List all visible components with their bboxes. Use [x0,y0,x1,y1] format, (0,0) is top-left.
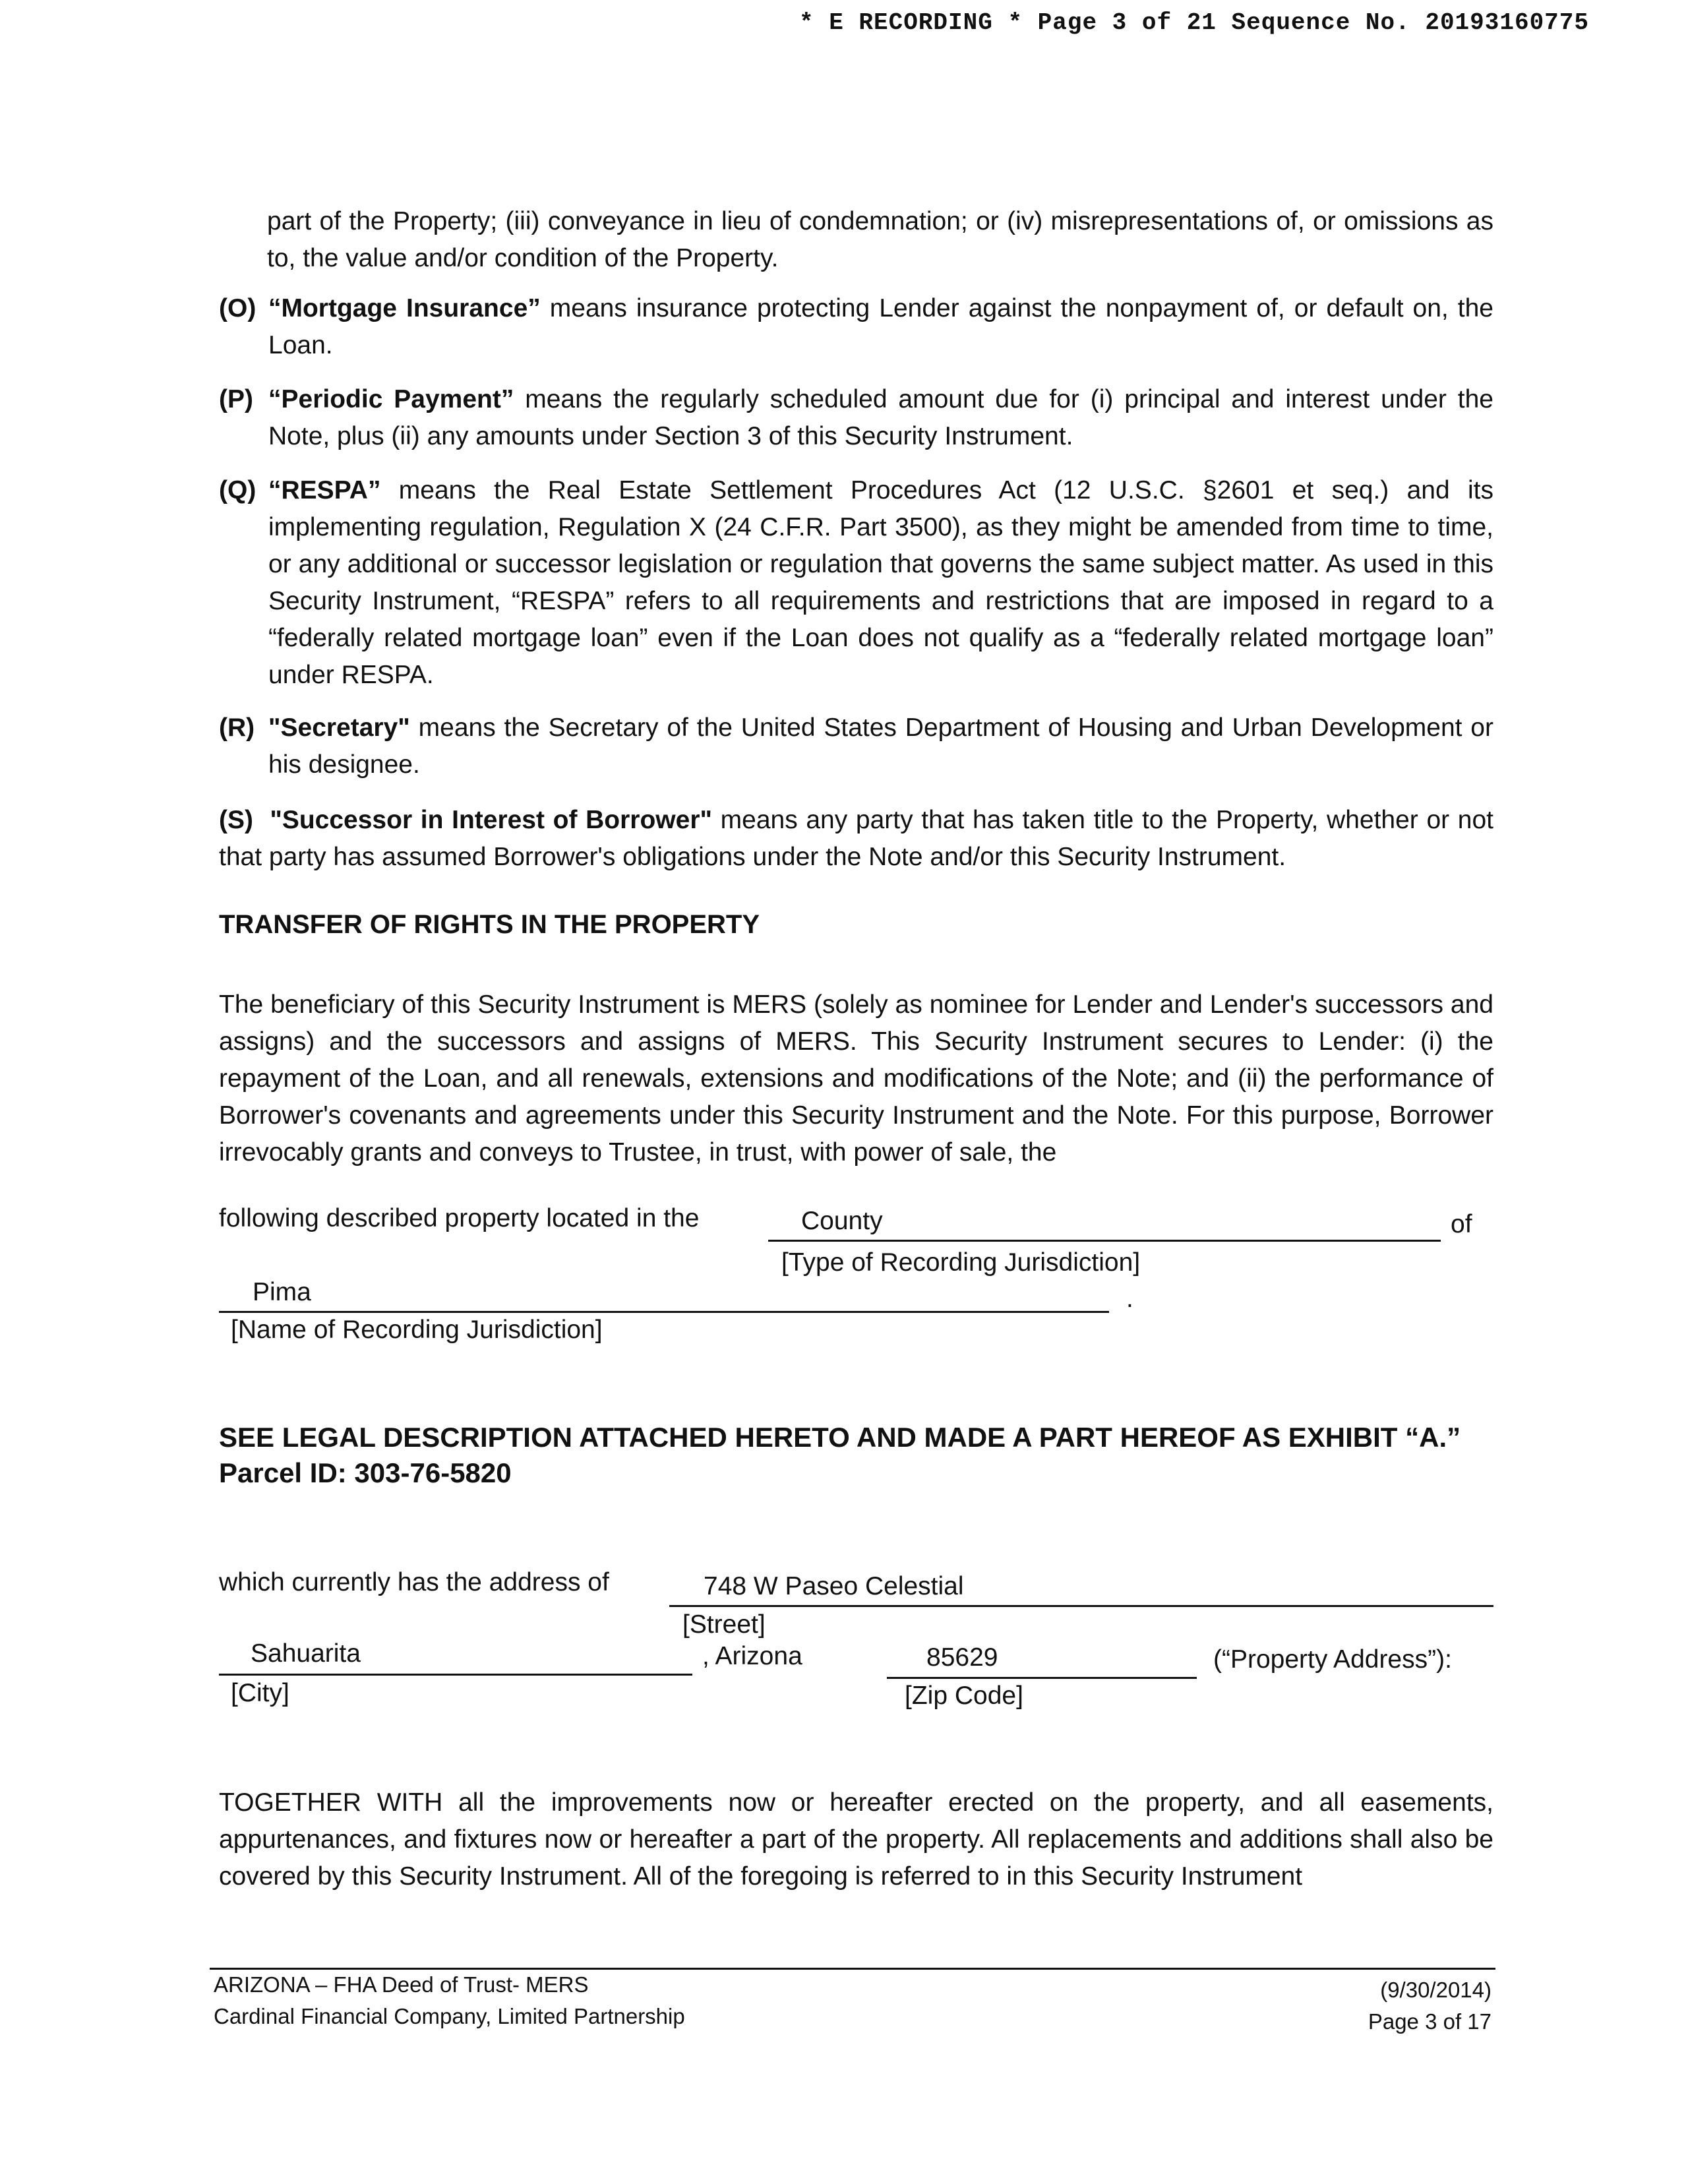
street-value: 748 W Paseo Celestial [704,1572,964,1600]
jurisdiction-type-line [768,1240,1441,1242]
definition-term: “Periodic Payment” [268,385,514,413]
definition-label: (R) [219,713,255,742]
together-paragraph: TOGETHER WITH all the improvements now or hereafter erected on the property, and all easements, appurtenances, and fixtures now or hereafter a part of the property. All replacements and additions shall also be covered by this Security Instrument. All of the foregoing is referred to in this Security Instrument [219,1788,1493,1891]
definition-text: means insurance protecting Lender against the nonpayment of, or default on, the Loan. [268,294,1493,359]
recording-stamp: * E RECORDING * Page 3 of 21 Sequence No. 20193160775 [799,9,1589,36]
zip-caption: [Zip Code] [905,1682,1023,1710]
definition-p [219,381,1493,455]
city-value: Sahuarita [251,1639,361,1668]
parcel-id: Parcel ID: 303-76-5820 [219,1457,512,1488]
definition-term: “Mortgage Insurance” [268,294,541,322]
property-address-suffix: (“Property Address”): [1213,1645,1452,1674]
footer-form-title: ARIZONA – FHA Deed of Trust- MERS [214,1972,589,1997]
street-line [669,1605,1493,1607]
definition-text: means the Real Estate Settlement Procedures Act (12 U.S.C. §2601 et seq.) and its implementing regulation, Regulation X (24 C.F.R. Part 3500), as they might be amended from time to time, or any additional or successor legislation or regulation that governs the same subject matter. As used in this Security Instrument, “RESPA” refers to all requirements and restrictions that are imposed in regard to a “federally related mortgage loan” even if the Loan does not qualify as a “federally related mortgage loan” under RESPA. [268,476,1493,689]
legal-description-line: SEE LEGAL DESCRIPTION ATTACHED HERETO AND MADE A PART HEREOF AS EXHIBIT “A.” [219,1422,1461,1453]
jurisdiction-name-line [219,1311,1109,1313]
jurisdiction-period: . [1126,1285,1133,1313]
jurisdiction-name-value: Pima [253,1278,311,1306]
definition-text: means any party that has taken title to the Property, whether or not that party has assumed Borrower's obligations under the Note and/or this Security Instrument. [219,806,1494,871]
jurisdiction-type-caption: [Type of Recording Jurisdiction] [781,1248,1141,1277]
located-prefix: following described property located in the [219,1204,700,1232]
address-prefix: which currently has the address of [219,1568,609,1596]
top-paragraph: part of the Property; (iii) conveyance in lieu of condemnation; or (iv) misrepresentations of, or omissions as to, the value and/or condition of the Property. [267,207,1493,272]
city-caption: [City] [231,1679,289,1707]
definition-label: (Q) [219,476,256,504]
footer-form-date: (9/30/2014) [1380,1978,1492,2002]
definition-term: “RESPA” [268,476,381,504]
state-value: , Arizona [702,1642,802,1670]
definition-label: (S) [219,806,253,834]
of-word: of [1451,1210,1472,1238]
definition-r [219,710,1493,783]
definition-text: means the regularly scheduled amount due for (i) principal and interest under the Note, plus (ii) any amounts under Section 3 of this Security Instrument. [268,385,1493,450]
transfer-heading: TRANSFER OF RIGHTS IN THE PROPERTY [219,910,760,939]
definition-label: (O) [219,294,256,322]
definition-text: means the Secretary of the United States Department of Housing and Urban Development or his designee. [268,713,1493,779]
street-caption: [Street] [682,1610,766,1639]
jurisdiction-type-value: County [801,1207,883,1235]
definition-term: "Secretary" [268,713,410,742]
definition-label: (P) [219,385,253,413]
definition-term: "Successor in Interest of Borrower" [270,806,712,834]
transfer-paragraph: The beneficiary of this Security Instrument is MERS (solely as nominee for Lender and Lender's successors and assigns) and the successors and assigns of MERS. This Security Instrument secures to Lender: (i) the repayment of the Loan, and all renewals, extensions and modifications of the Note; and (ii) the performance of Borrower's covenants and agreements under this Security Instrument and the Note. For this purpose, Borrower irrevocably grants and conveys to Trustee, in trust, with power of sale, the [219,990,1493,1167]
definition-s [219,802,1493,876]
zip-value: 85629 [926,1643,998,1672]
definition-q [219,472,1493,694]
zip-line [887,1677,1197,1679]
footer-lender: Cardinal Financial Company, Limited Partnership [214,2004,685,2028]
city-line [219,1674,692,1676]
footer-page-number: Page 3 of 17 [1368,2009,1492,2034]
jurisdiction-name-caption: [Name of Recording Jurisdiction] [231,1316,603,1344]
definition-o [219,290,1493,364]
